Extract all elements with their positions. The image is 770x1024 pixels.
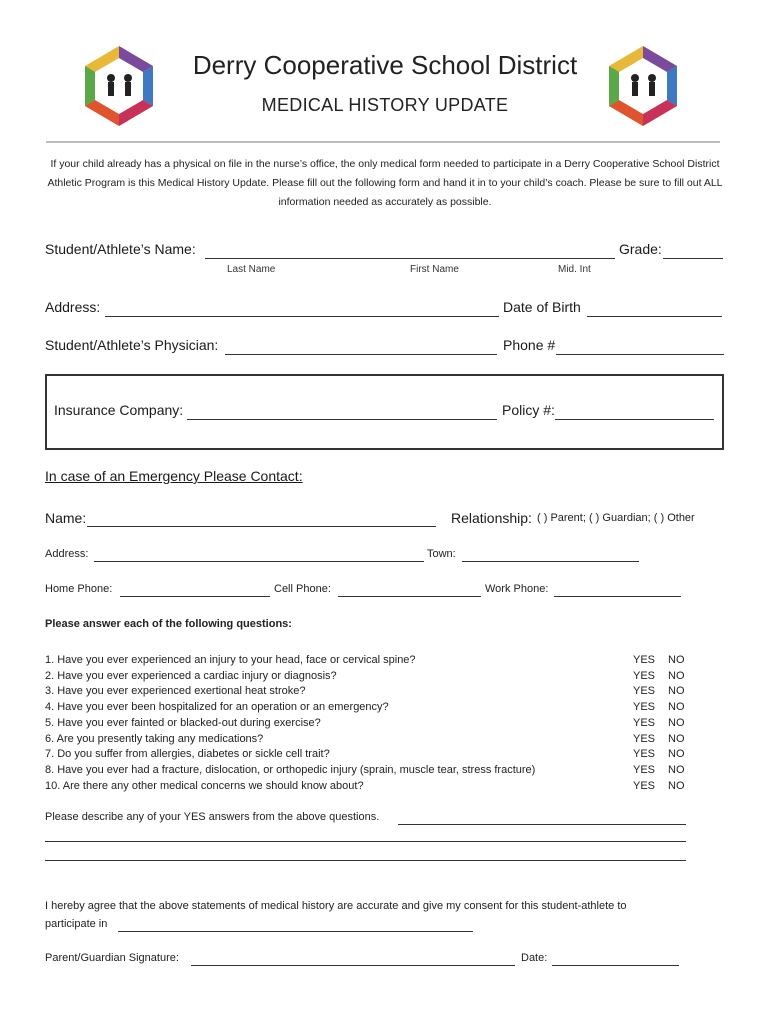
phone-label: Phone # xyxy=(503,337,556,353)
no-option[interactable]: NO xyxy=(668,654,685,666)
yes-option[interactable]: YES xyxy=(633,733,656,745)
signature-label: Parent/Guardian Signature: xyxy=(45,952,179,964)
address-label: Address: xyxy=(45,299,101,315)
describe-label: Please describe any of your YES answers from the above questions. xyxy=(45,811,380,823)
policy-field[interactable] xyxy=(555,419,714,420)
question-item: 2. Have you ever experienced a cardiac injury or diagnosis? xyxy=(45,670,337,682)
question-item: 6. Are you presently taking any medications? xyxy=(45,733,264,745)
physician-label: Student/Athlete’s Physician: xyxy=(45,337,219,353)
yes-option[interactable]: YES xyxy=(633,670,656,682)
work-phone-label: Work Phone: xyxy=(485,583,549,595)
home-phone-label: Home Phone: xyxy=(45,583,113,595)
question-item: 1. Have you ever experienced an injury to your head, face or cervical spine? xyxy=(45,654,416,666)
town-field[interactable] xyxy=(462,561,639,562)
signature-field[interactable] xyxy=(191,965,515,966)
question-item: 10. Are there any other medical concerns we should know about? xyxy=(45,780,364,792)
participate-field[interactable] xyxy=(118,931,473,932)
describe-field-2[interactable] xyxy=(45,841,686,842)
physician-field[interactable] xyxy=(225,354,497,355)
no-option[interactable]: NO xyxy=(668,717,685,729)
home-phone-field[interactable] xyxy=(120,596,270,597)
page-title: Derry Cooperative School District xyxy=(192,50,578,80)
cell-phone-field[interactable] xyxy=(338,596,481,597)
last-name-caption: Last Name xyxy=(227,264,276,275)
relationship-options[interactable]: ( ) Parent; ( ) Guardian; ( ) Other xyxy=(537,512,695,524)
describe-field-1[interactable] xyxy=(398,824,686,825)
date-label: Date: xyxy=(521,952,548,964)
work-phone-field[interactable] xyxy=(554,596,681,597)
address-field[interactable] xyxy=(105,316,499,317)
no-option[interactable]: NO xyxy=(668,733,685,745)
no-option[interactable]: NO xyxy=(668,764,685,776)
consent-participate-label: participate in xyxy=(45,918,108,930)
yes-option[interactable]: YES xyxy=(633,654,656,666)
question-item: 4. Have you ever been hospitalized for an operation or an emergency? xyxy=(45,701,389,713)
yes-option[interactable]: YES xyxy=(633,701,656,713)
header-divider xyxy=(46,141,720,143)
yes-option[interactable]: YES xyxy=(633,717,656,729)
yes-option[interactable]: YES xyxy=(633,780,656,792)
emergency-address-field[interactable] xyxy=(94,561,424,562)
relationship-label: Relationship: xyxy=(451,510,532,526)
no-option[interactable]: NO xyxy=(668,780,685,792)
phone-field[interactable] xyxy=(556,354,724,355)
cell-phone-label: Cell Phone: xyxy=(274,583,331,595)
student-name-field[interactable] xyxy=(205,258,615,259)
emergency-name-field[interactable] xyxy=(87,526,436,527)
emergency-heading: In case of an Emergency Please Contact: xyxy=(45,468,303,484)
question-item: 8. Have you ever had a fracture, dislocation, or orthopedic injury (sprain, muscle tear, stress fracture) xyxy=(45,764,536,776)
yes-option[interactable]: YES xyxy=(633,748,656,760)
student-name-label: Student/Athlete’s Name: xyxy=(45,241,196,257)
no-option[interactable]: NO xyxy=(668,701,685,713)
no-option[interactable]: NO xyxy=(668,685,685,697)
first-name-caption: First Name xyxy=(410,264,459,275)
mid-int-caption: Mid. Int xyxy=(558,264,591,275)
question-item: 5. Have you ever fainted or blacked-out during exercise? xyxy=(45,717,321,729)
question-item: 3. Have you ever experienced exertional heat stroke? xyxy=(45,685,306,697)
intro-paragraph: If your child already has a physical on file in the nurse’s office, the only medical form needed to participate in a Derry Cooperative School District Athletic Program is this Medical History Update. Please fill out the following form and hand it in to your child’s coach. Please be sure to fill out ALL information needed as accurately as possible. xyxy=(47,158,723,208)
yes-option[interactable]: YES xyxy=(633,764,656,776)
dob-field[interactable] xyxy=(587,316,722,317)
insurance-company-label: Insurance Company: xyxy=(54,402,184,418)
form-subtitle: MEDICAL HISTORY UPDATE xyxy=(261,95,509,115)
insurance-company-field[interactable] xyxy=(187,419,497,420)
questions-heading: Please answer each of the following questions: xyxy=(45,618,292,630)
question-item: 7. Do you suffer from allergies, diabetes or sickle cell trait? xyxy=(45,748,330,760)
town-label: Town: xyxy=(427,548,456,560)
grade-field[interactable] xyxy=(663,258,723,259)
date-field[interactable] xyxy=(552,965,679,966)
no-option[interactable]: NO xyxy=(668,670,685,682)
emergency-address-label: Address: xyxy=(45,548,89,560)
policy-label: Policy #: xyxy=(502,402,555,418)
consent-text: I hereby agree that the above statements of medical history are accurate and give my consent for this student-athlete to xyxy=(45,900,627,912)
describe-field-3[interactable] xyxy=(45,860,686,861)
yes-option[interactable]: YES xyxy=(633,685,656,697)
emergency-name-label: Name: xyxy=(45,510,87,526)
grade-label: Grade: xyxy=(619,241,662,257)
no-option[interactable]: NO xyxy=(668,748,685,760)
dob-label: Date of Birth xyxy=(503,299,581,315)
